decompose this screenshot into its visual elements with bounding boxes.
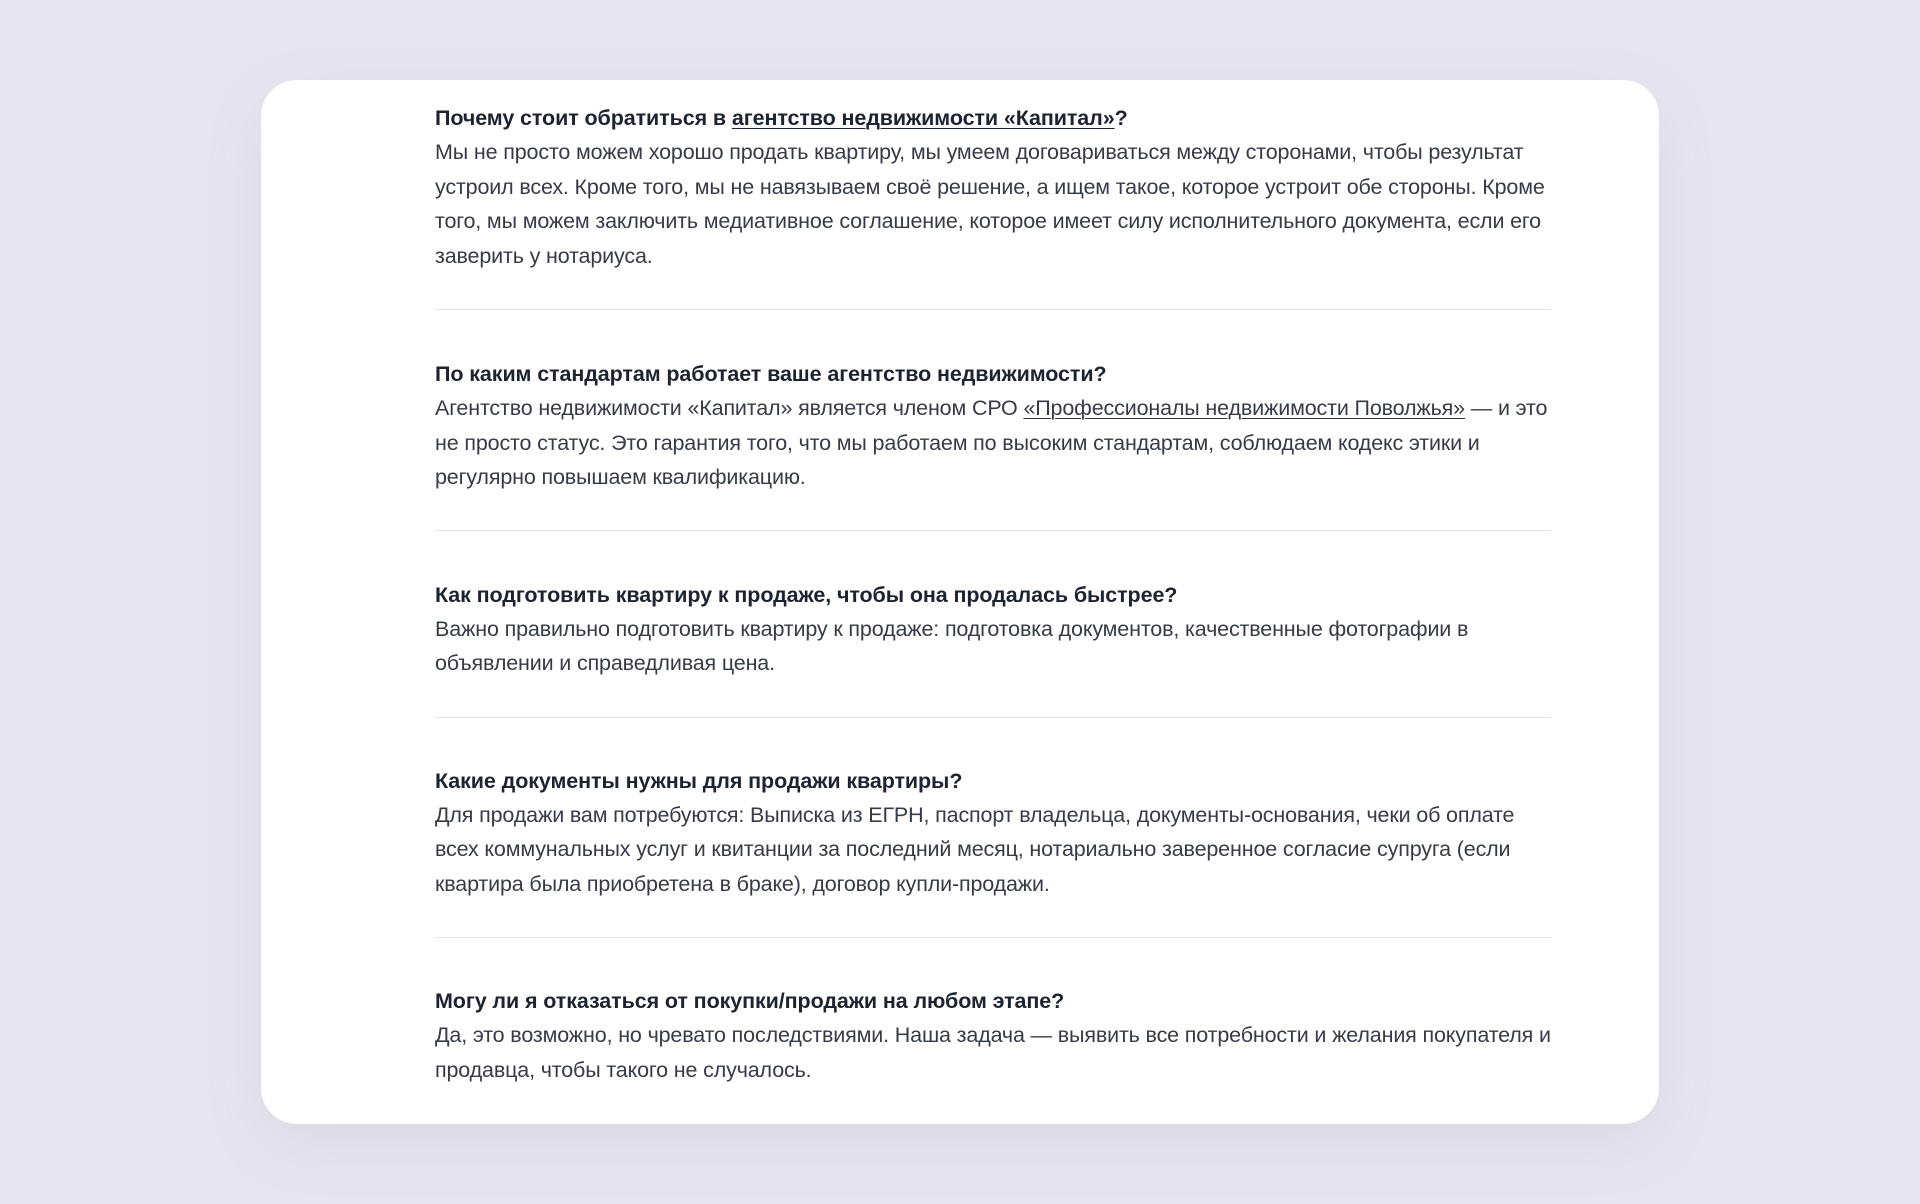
faq-answer: Да, это возможно, но чревато последствиями. Наша задача — выявить все потребности и желания покупателя и продавца, чтобы такого не случалось. bbox=[435, 1023, 1551, 1082]
faq-item bbox=[435, 310, 1551, 531]
faq-question bbox=[435, 101, 1551, 135]
faq-answer-text: — и это не просто статус. Это гарантия того, что мы работаем по высоким стандартам, соблюдаем кодекс этики и регулярно повышаем квалификацию. bbox=[435, 396, 1548, 489]
faq-item bbox=[435, 718, 1551, 939]
faq-question: По каким стандартам работает ваше агентство недвижимости? bbox=[435, 362, 1107, 386]
faq-answer: Мы не просто можем хорошо продать квартиру, мы умеем договариваться между сторонами, чтобы результат устроил всех. Кроме того, мы не навязываем своё решение, а ищем такое, которое устроит обе стороны. Кроме того, мы можем заключить медиативное соглашение, которое имеет силу исполнительного документа, если его заверить у нотариуса. bbox=[435, 140, 1545, 268]
faq-question-suffix: ? bbox=[1114, 106, 1128, 130]
faq-item bbox=[435, 80, 1551, 310]
faq-question: Как подготовить квартиру к продаже, чтобы она продалась быстрее? bbox=[435, 582, 1178, 607]
faq-answer-text: Агентство недвижимости «Капитал» является членом СРО bbox=[435, 396, 1024, 420]
agency-link[interactable]: агентство недвижимости «Капитал» bbox=[731, 106, 1115, 130]
faq-question: Какие документы нужны для продажи квартиры? bbox=[435, 768, 963, 793]
faq-question: Могу ли я отказаться от покупки/продажи на любом этапе? bbox=[435, 989, 1065, 1013]
faq-item bbox=[435, 531, 1551, 718]
faq-card bbox=[261, 80, 1659, 1124]
faq-item bbox=[435, 938, 1551, 1124]
faq-list bbox=[435, 80, 1551, 1124]
faq-answer: Важно правильно подготовить квартиру к продаже: подготовка документов, качественные фотографии в объявлении и справедливая цена. bbox=[435, 616, 1469, 675]
faq-question-text: Почему стоит обратиться в bbox=[435, 106, 732, 130]
faq-answer: Для продажи вам потребуются: Выписка из ЕГРН, паспорт владельца, документы-основания, чеки об оплате всех коммунальных услуг и квитанции за последний месяц, нотариально заверенное согласие супруга (если квартира была приобретена в браке), договор купли-продажи. bbox=[435, 802, 1515, 896]
faq-answer bbox=[435, 391, 1551, 495]
sro-link[interactable]: «Профессионалы недвижимости Поволжья» bbox=[1023, 396, 1465, 420]
